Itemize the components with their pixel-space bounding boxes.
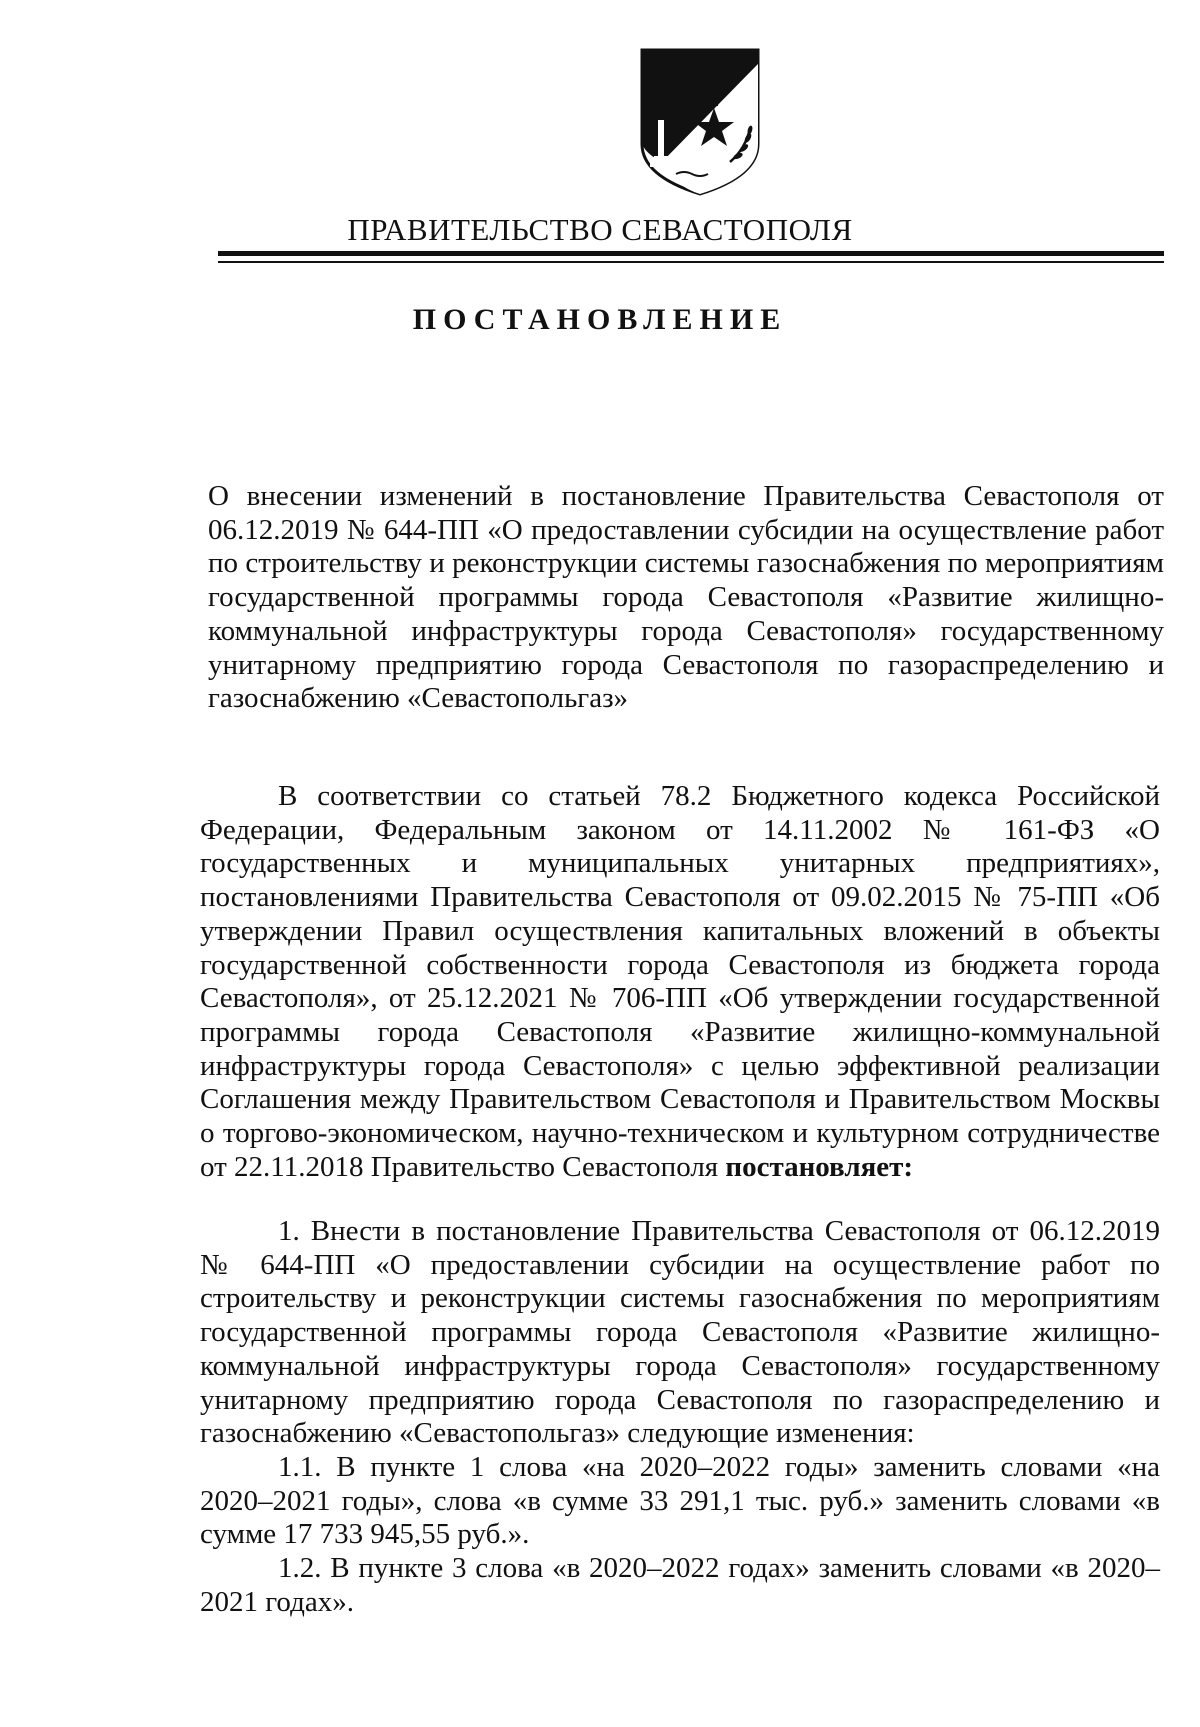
item-1: 1. Внести в постановление Правительства Севастополя от 06.12.2019 № 644-ПП «О предоставлении субсидии на осуществление работ по строительству и реконструкции системы газоснабжения по мероприятиям государственной программы города Севастополя «Развитие жилищно-коммунальной инфраструктуры города Севастополя» государственному унитарному предприятию города Севастополя по газораспределению и газоснабжению «Севастопольгаз» следующие изменения:: [200, 1215, 1160, 1450]
preamble-text: В соответствии со статьей 78.2 Бюджетного кодекса Российской Федерации, Федеральным законом от 14.11.2002 № 161-ФЗ «О государственных и муниципальных унитарных предприятиях», постановлениями Правительства Севастополя от 09.02.2015 № 75-ПП «Об утверждении Правил осуществления капитальных вложений в объекты государственной собственности города Севастополя из бюджета города Севастополя», от 25.12.2021 № 706-ПП «Об утверждении государственной программы города Севастополя «Развитие жилищно-коммунальной инфраструктуры города Севастополя» с целью эффективной реализации Соглашения между Правительством Севастополя и Правительством Москвы о торгово-экономическом, научно-техническом и культурном сотрудничестве от 22.11.2018 Правительство Севастополя: [200, 780, 1160, 1183]
preamble-paragraph: [200, 780, 1160, 1184]
document-type-title: ПОСТАНОВЛЕНИЕ: [412, 303, 788, 336]
item-1-1: 1.1. В пункте 1 слова «на 2020–2022 годы» заменить словами «на 2020–2021 годы», слова «в сумме 33 291,1 тыс. руб.» заменить словами «в сумме 17 733 945,55 руб.».: [200, 1451, 1160, 1551]
header-rule-thin: [218, 261, 1164, 263]
item-1-2: 1.2. В пункте 3 слова «в 2020–2022 годах» заменить словами «в 2020–2021 годах».: [200, 1552, 1160, 1618]
government-name: ПРАВИТЕЛЬСТВО СЕВАСТОПОЛЯ: [347, 212, 853, 247]
sevastopol-coat-of-arms-icon: [632, 44, 768, 204]
resolves-word: постановляет:: [725, 1150, 914, 1183]
document-subject: О внесении изменений в постановление Правительства Севастополя от 06.12.2019 № 644-ПП «О предоставлении субсидии на осуществление работ по строительству и реконструкции системы газоснабжения по мероприятиям государственной программы города Севастополя «Развитие жилищно-коммунальной инфраструктуры города Севастополя» государственному унитарному предприятию города Севастополя по газораспределению и газоснабжению «Севастопольгаз»: [208, 480, 1164, 715]
header-rule-thick: [218, 251, 1164, 256]
